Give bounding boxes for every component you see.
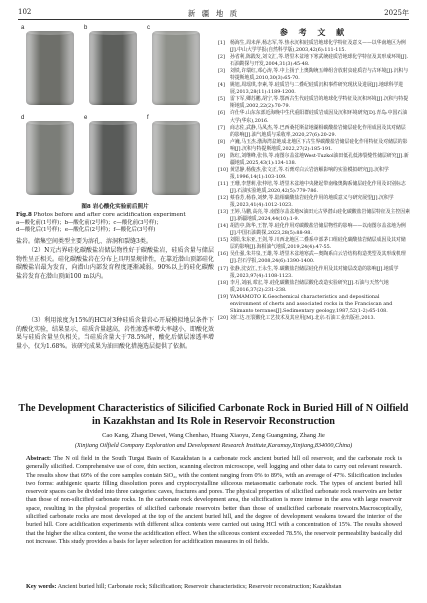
reference-item — [218, 96, 410, 110]
reference-number: [15] — [218, 237, 228, 244]
journal-year: 2025年 — [384, 9, 409, 17]
reference-item — [218, 110, 410, 124]
reference-number: [8] — [218, 138, 225, 145]
photo-label: a — [21, 25, 25, 31]
reference-text: 张静,沈安江,王永生,等.碳酸盐岩储层硅化作用及其对储层改造的影响[J].地质学报,2023,97(4):1108-1123. — [230, 265, 399, 279]
reference-text: 许仕华.山东东部近海晚中生代重阳群硅质岩成因及沉积环境研究[D].青岛:中国石油大学(华东),2016. — [230, 110, 408, 124]
keywords-label: Key words: — [26, 583, 57, 590]
reference-text: 姚旭,周瑶琪,李素,等.硅质岩与二叠纪硅质沉积事件研究现状及进展[J].地球科学进展,2013,28(11):1189-1200. — [230, 82, 404, 96]
reference-item — [218, 209, 410, 223]
english-title: The Development Characteristics of Silicified Carbonate Rock in Buried Hill of N Oilfield in Kazakhstan and Its Role in Reservoir Reconstruction — [18, 403, 409, 427]
reference-number: [11] — [218, 180, 228, 187]
references-list — [218, 40, 410, 322]
reference-text: 李月,刘丽,邓宏,等.硅化碳酸盐岩储层酸化改造实验研究[J].石油与天然气地质,2016,37(2):231-238. — [230, 279, 389, 293]
reference-number: [3] — [218, 68, 225, 75]
reference-item — [218, 223, 410, 237]
core-photo-d — [20, 115, 78, 199]
core-sample-image — [26, 121, 74, 195]
reference-text: 陈红,刘继峰,张伟,等.南图尔盖盆地West-Tuzkol油田低孔低渗裂缝性储层研究[J].新疆地质,2025,43(1):134-138. — [230, 152, 409, 166]
reference-number: [7] — [218, 124, 225, 131]
core-sample-image — [152, 121, 200, 195]
reference-item — [218, 237, 410, 251]
reference-text: 杨海生,周未萍,杨志军,等.热水沉积硅质岩地球化学特征及意义——以华南地区为例[J].中山大学学报(自然科学版),2003,42(6):111-115. — [230, 40, 406, 54]
figure-caption-en-label: Fig.8 — [16, 212, 32, 218]
reference-number: [12] — [218, 195, 228, 202]
reference-number: [18] — [218, 279, 228, 286]
photo-label: d — [21, 115, 25, 121]
reference-number: [6] — [218, 110, 225, 117]
core-sample-image — [26, 31, 74, 105]
reference-number: [1] — [218, 40, 225, 46]
reference-text: 胡浩亭,陈华,王智,等.硅化作用对碳酸盐岩储层物性的影响——以南图尔盖盆地为例[J].中国石油勘探,2023,28(5):88-98. — [230, 223, 406, 237]
reference-number: [10] — [218, 166, 228, 173]
reference-item — [218, 294, 410, 315]
photo-label: e — [84, 115, 88, 121]
reference-text: 吴仕强,朱井泉,王雄,等.塔里木盆地寒武—奥陶系白云岩结构构造类型及其形成机理[J].岩石学报,2008,24(6):1390-1400. — [230, 251, 406, 265]
reference-text: 卢巍,马玉杰.渤海湾盆地成北地区下古生界碳酸盐岩储层硅化作用特征及对储层的影响[J].沉积与特提斯地质,2022,27(2):185-191. — [230, 138, 408, 152]
english-affiliation: (Xinjiang Oilfield Company Exploration and Development Research Institute,Karamay,Xinjiang,834000,China) — [74, 442, 353, 449]
reference-number: [4] — [218, 82, 225, 89]
reference-number: [2] — [218, 54, 225, 61]
core-sample-image — [89, 121, 137, 195]
reference-text: 孙省利,陈践发,刘文汇,等.塔里木盆地下寒武统硅质岩地球化学特征及其形成环境[J].石油勘探与开发,2004,31(3):45-48. — [230, 54, 409, 68]
reference-text: 黄思静,杨俊杰,张文正,等.石膏对白云岩溶解影响的实验模拟研究[J].沉积学报,1996,14(1):103-109. — [230, 166, 389, 180]
photo-label: f — [147, 115, 149, 121]
abstract-text: The N oil field in the South Turgai Basin of Kazakhstan is a carbonate rock ancient buried hill oil reservoir, and the carbonate rock is generally silicified. Comprehensive use of core, thin section, scanning electron microscope, well logging and other data to carry out relevant research. The results show that 69% of the core samples contain SiO₂, with the content ranging from 0% to 89%, with an average of 47%. Silicification includes two forms: authigenic quartz filling dissolution pores and cryptocrystalline siliceous metasomatic carbonate rock. The types of ancient buried hill reservoir spaces can be divided into three categories: caves, fractures and pores. The physical properties of silicified carbonate rock reservoirs are better than those of non-silicified carbonate rocks. In the carbonate rock development area, the silicification is more intense in the area with large reservoir space, resulting in the physical properties of silicified carbonate reservoirs better than those of unsilicified carbonate reservoirs.Macroscopically, silicified carbonate rocks are most developed at the top of the ancient buried hill, and the degree of development weakens toward the interior of the buried hill. Core acidification experiments with different silica contents were carried out using HCl with a concentration of 15%. The results showed that the higher the silica content, the worse the acidification effect. When the siliceous content exceeded 78.5%, the reservoir permeability basically did not increase. This study provides a basis for layer selection for acidification measures in oil fields. — [26, 455, 403, 545]
reference-number: [5] — [218, 96, 225, 103]
english-keywords — [26, 583, 402, 591]
reference-item — [218, 54, 410, 68]
journal-name: 新 疆 地 质 — [187, 9, 240, 18]
reference-number: [20] — [218, 314, 228, 321]
reference-number: [16] — [218, 251, 228, 258]
core-photo-b — [83, 25, 141, 109]
body-paragraph: （2）N元古界硅化碳酸盐岩储层物性好于碳酸盐岩，硅质含量与储层物性呈正相关。硅化碳酸盐岩在分布上具明显规律性，在靠近潜山顶部硅化碳酸盐岩最为发育，向潜山内部发育程度逐渐减弱。90%以上的硅化碳酸盐岩发育在潜山顶面100 m以内。 — [16, 247, 215, 281]
photo-label: b — [84, 25, 88, 31]
reference-text: 蔡春芳,杨春,刘梦,等.陆相碳酸盐岩硅化作用的地质意义与研究展望[J].沉积学报,2023,41(4):1012-1023. — [230, 195, 394, 209]
reference-item — [218, 82, 410, 96]
core-sample-image — [89, 31, 137, 105]
reference-item — [218, 125, 410, 139]
core-photo-a — [20, 25, 78, 109]
reference-item — [218, 40, 410, 54]
english-authors: Cao Kang, Zhang Dewei, Wang Chenhao, Huang Xiaoyu, Zeng Guangming, Zhang Jie — [102, 432, 325, 439]
reference-item — [218, 167, 410, 181]
figure-caption-cn: 图8 岩心酸化实验前后照片 — [81, 204, 149, 210]
figure-legend-line: d—酸化后(1号样)；e—酸化后(2号样)；f—酸化后(3号样) — [16, 227, 156, 233]
reference-item — [218, 195, 410, 209]
reference-item — [218, 251, 410, 265]
core-photo-c — [146, 25, 204, 109]
body-paragraph: （3）利用浓度为15%的HCl对3种硅质含量岩心开展模拟地层条件下的酸化实验，结果显示，硅质含量越高，岩性渗透率增大率越小，即酸化效果与硅质含量呈负相关。当硅质含量大于78.5%时，酸化后储层渗透率增量小，仅为1.68%。该研究成果为油田酸化措施选层提供了依据。 — [16, 317, 215, 351]
reference-number: [17] — [218, 265, 228, 272]
core-photos-figure — [20, 25, 206, 203]
figure-legend-line: a—酸化前(1号样)；b—酸化前(2号样)；c—酸化前(3号样)； — [16, 220, 162, 226]
references-heading: 参 考 文 献 — [279, 27, 349, 37]
core-photo-f — [146, 115, 204, 199]
reference-text: 刘铁,许瑞红,邓心涛,等.中上扬子上奥陶统五峰组含放射虫硅质岩与古环境[J].沉积与特提斯地质,2010,30(3):65-70. — [230, 68, 409, 82]
reference-item — [218, 181, 410, 195]
abstract-label: Abstract: — [26, 455, 52, 462]
page-header — [18, 6, 409, 20]
reference-number: [13] — [218, 209, 228, 216]
reference-text: 刘阳,朱东亚,王剑,等.川西北地区二叠系中部茅口组硅化碳酸盐岩储层成因及其对储层的影响[J].海相油气地质,2019,24(4):47-55. — [230, 237, 406, 251]
english-abstract — [26, 455, 402, 546]
reference-text: 王婷,马鹏,高亮,等.南图尔盖盆地N油田元古界潜山硅化碳酸盐岩储层特征及主控因素[J].新疆地质,2024,44(10):1-9. — [230, 209, 410, 223]
keywords-text: Ancient buried hill; Carbonate rock; Silicification; Reservoir characteristics; Reservoir reconstruction; Kazakhstan — [57, 583, 342, 590]
reference-item — [218, 315, 410, 322]
core-photo-e — [83, 115, 141, 199]
reference-text: YAMAMOTO K.Geochemical characteristics and depositional environment of cherts and associated rocks in the Franciscan and Shimanto terranes[J].Sedimentary geology,1987,52(1-2):65-108. — [230, 293, 393, 314]
core-sample-image — [152, 31, 200, 105]
figure-caption-en-text: Photos before and after core acidification experiment — [33, 212, 186, 218]
reference-item — [218, 68, 410, 82]
body-paragraph: 盐岩。储集空间类型主要为溶孔、溶洞和裂缝3类。 — [16, 238, 152, 245]
page-number: 102 — [18, 8, 32, 16]
reference-text: 雷卞军,卿苏鹏,胡宁,等.鄂西古生代硅质岩的地球化学特征及沉积环境[J].沉积与特提斯地质,2002,22(2):70-79. — [230, 96, 409, 110]
photo-label: c — [147, 25, 150, 31]
reference-text: 王珊,李慧莉,张仲培,等.塔里木盆地中央隆起带南缘奥陶系储层硅化作用及识别标志[J].石油实验地质,2020,42(5):779-786. — [230, 180, 406, 194]
reference-item — [218, 280, 410, 294]
reference-number: [9] — [218, 152, 225, 159]
reference-number: [19] — [218, 293, 228, 300]
reference-item — [218, 139, 410, 153]
reference-item — [218, 266, 410, 280]
reference-item — [218, 153, 410, 167]
reference-text: 商志佐,武静,马凤杰,等.巴西桑托斯盆地湖相碳酸盐岩储层硅化作用成因及其对储层的影响[J].油气地质与采收率,2020,27(6):20-29. — [230, 124, 406, 138]
reference-number: [14] — [218, 223, 228, 230]
header-rule — [18, 19, 409, 20]
figure-caption-en — [16, 212, 214, 219]
reference-text: 刘仁达.压裂酸化工艺技术及其应用[M].北京:石油工业出版社,2013. — [230, 314, 376, 321]
